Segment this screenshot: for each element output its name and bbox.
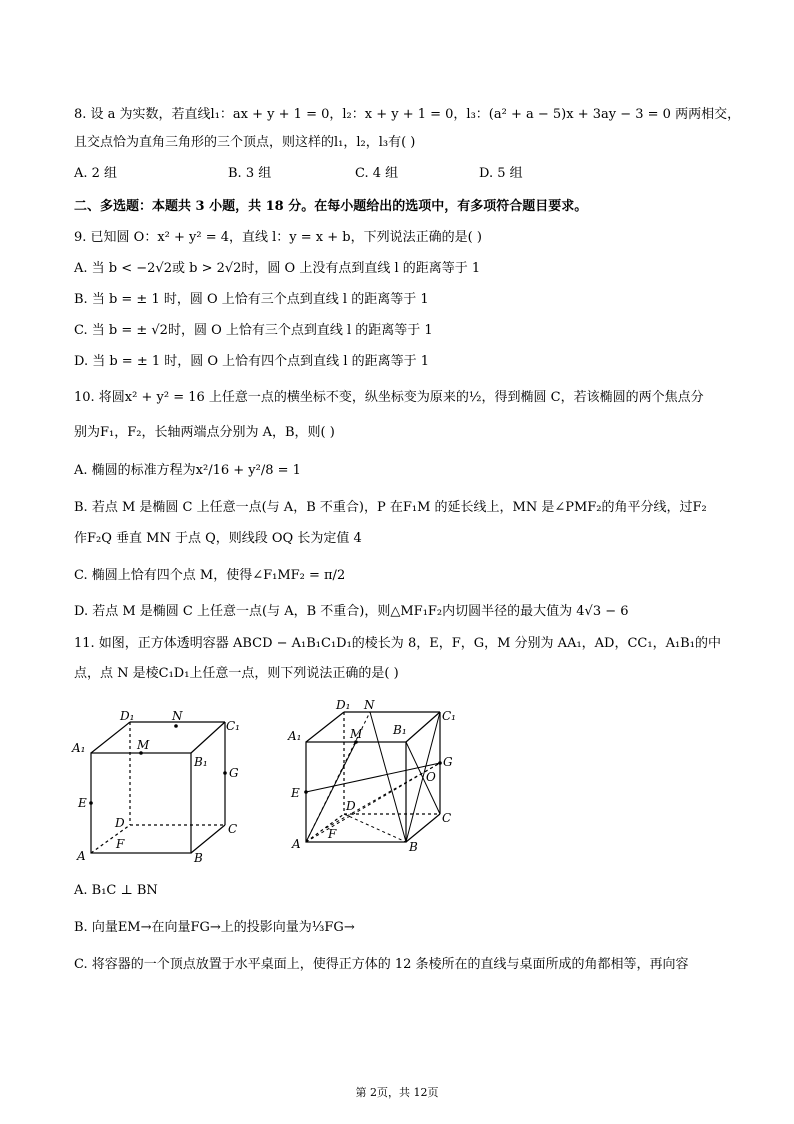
right-label-O: O <box>426 770 436 784</box>
left-label-E: E <box>78 796 87 810</box>
q8-option-c: C. 4 组 <box>355 166 399 181</box>
left-label-M: M <box>137 738 150 752</box>
right-label-A: A <box>292 837 301 851</box>
q11-stem-line2: 点，点 N 是棱C₁D₁上任意一点，则下列说法正确的是( ) <box>74 666 399 681</box>
section2-heading: 二、多选题：本题共 3 小题，共 18 分。在每小题给出的选项中，有多项符合题目要求。 <box>74 199 588 214</box>
left-label-G: G <box>229 766 239 780</box>
left-label-D: D <box>115 816 125 830</box>
right-label-C: C <box>442 811 452 825</box>
left-label-B: B <box>194 851 203 865</box>
right-label-F: F <box>328 827 337 841</box>
cube-figures <box>60 690 480 870</box>
right-label-E: E <box>291 786 300 800</box>
right-label-D: D <box>346 799 356 813</box>
left-label-F: F <box>116 837 125 851</box>
left-label-A1: A₁ <box>72 741 86 755</box>
right-label-B1: B₁ <box>393 723 407 737</box>
q8-stem-line1: 8. 设 a 为实数，若直线l₁：ax + y + 1 = 0，l₂：x + y + 1 = 0，l₃：(a² + a − 5)x + 3ay − 3 = 0 两两相交， <box>74 107 741 122</box>
cube-figure-right <box>306 712 440 842</box>
left-label-C: C <box>228 822 238 836</box>
left-label-D1: D₁ <box>120 709 135 723</box>
q11-option-a: A. B₁C ⊥ BN <box>74 883 158 898</box>
q11-stem-line1: 11. 如图，正方体透明容器 ABCD − A₁B₁C₁D₁的棱长为 8，E，F，G，M 分别为 AA₁，AD，CC₁，A₁B₁的中 <box>74 636 721 651</box>
left-label-N: N <box>172 709 183 723</box>
q10-option-b-line1: B. 若点 M 是椭圆 C 上任意一点(与 A，B 不重合)，P 在F₁M 的延长线上，MN 是∠PMF₂的角平分线，过F₂ <box>74 500 707 515</box>
q11-option-c: C. 将容器的一个顶点放置于水平桌面上，使得正方体的 12 条棱所在的直线与桌面所成的角都相等，再向容 <box>74 957 689 972</box>
q8-option-b: B. 3 组 <box>228 166 272 181</box>
q10-option-d: D. 若点 M 是椭圆 C 上任意一点(与 A，B 不重合)，则△MF₁F₂内切圆半径的最大值为 4√3 − 6 <box>74 604 629 619</box>
right-label-D1: D₁ <box>336 698 351 712</box>
q11-option-b: B. 向量EM→在向量FG→上的投影向量为⅓FG→ <box>74 920 355 935</box>
page-footer: 第 2页，共 12页 <box>355 1086 439 1099</box>
q10-option-a: A. 椭圆的标准方程为x²/16 + y²/8 = 1 <box>74 463 301 478</box>
right-label-N: N <box>364 698 375 712</box>
left-label-B1: B₁ <box>194 755 208 769</box>
q9-option-b: B. 当 b = ± 1 时，圆 O 上恰有三个点到直线 l 的距离等于 1 <box>74 292 429 307</box>
cube-figure-left <box>91 722 225 853</box>
q10-option-c: C. 椭圆上恰有四个点 M，使得∠F₁MF₂ = π/2 <box>74 568 346 583</box>
q10-option-b-line2: 作F₂Q 垂直 MN 于点 Q，则线段 OQ 长为定值 4 <box>74 531 362 546</box>
right-label-B: B <box>409 840 418 854</box>
right-label-C1: C₁ <box>442 709 456 723</box>
q10-stem-line1: 10. 将圆x² + y² = 16 上任意一点的横坐标不变，纵坐标变为原来的½，得到椭圆 C，若该椭圆的两个焦点分 <box>74 390 704 405</box>
left-label-A: A <box>77 849 86 863</box>
left-label-C1: C₁ <box>226 719 240 733</box>
q9-option-d: D. 当 b = ± 1 时，圆 O 上恰有四个点到直线 l 的距离等于 1 <box>74 354 430 369</box>
q8-option-d: D. 5 组 <box>479 166 523 181</box>
right-label-A1: A₁ <box>288 729 302 743</box>
q9-option-c: C. 当 b = ± √2时，圆 O 上恰有三个点到直线 l 的距离等于 1 <box>74 323 433 338</box>
q9-option-a: A. 当 b < −2√2或 b > 2√2时，圆 O 上没有点到直线 l 的距离等于 1 <box>74 261 481 276</box>
right-label-M: M <box>350 727 363 741</box>
right-label-G: G <box>443 755 453 769</box>
q9-stem: 9. 已知圆 O：x² + y² = 4，直线 l：y = x + b，下列说法正确的是( ) <box>74 230 482 245</box>
q10-stem-line2: 别为F₁，F₂，长轴两端点分别为 A，B，则( ) <box>74 425 335 440</box>
q8-stem-line2: 且交点恰为直角三角形的三个顶点，则这样的l₁，l₂，l₃有( ) <box>74 135 416 150</box>
q8-option-a: A. 2 组 <box>74 166 118 181</box>
